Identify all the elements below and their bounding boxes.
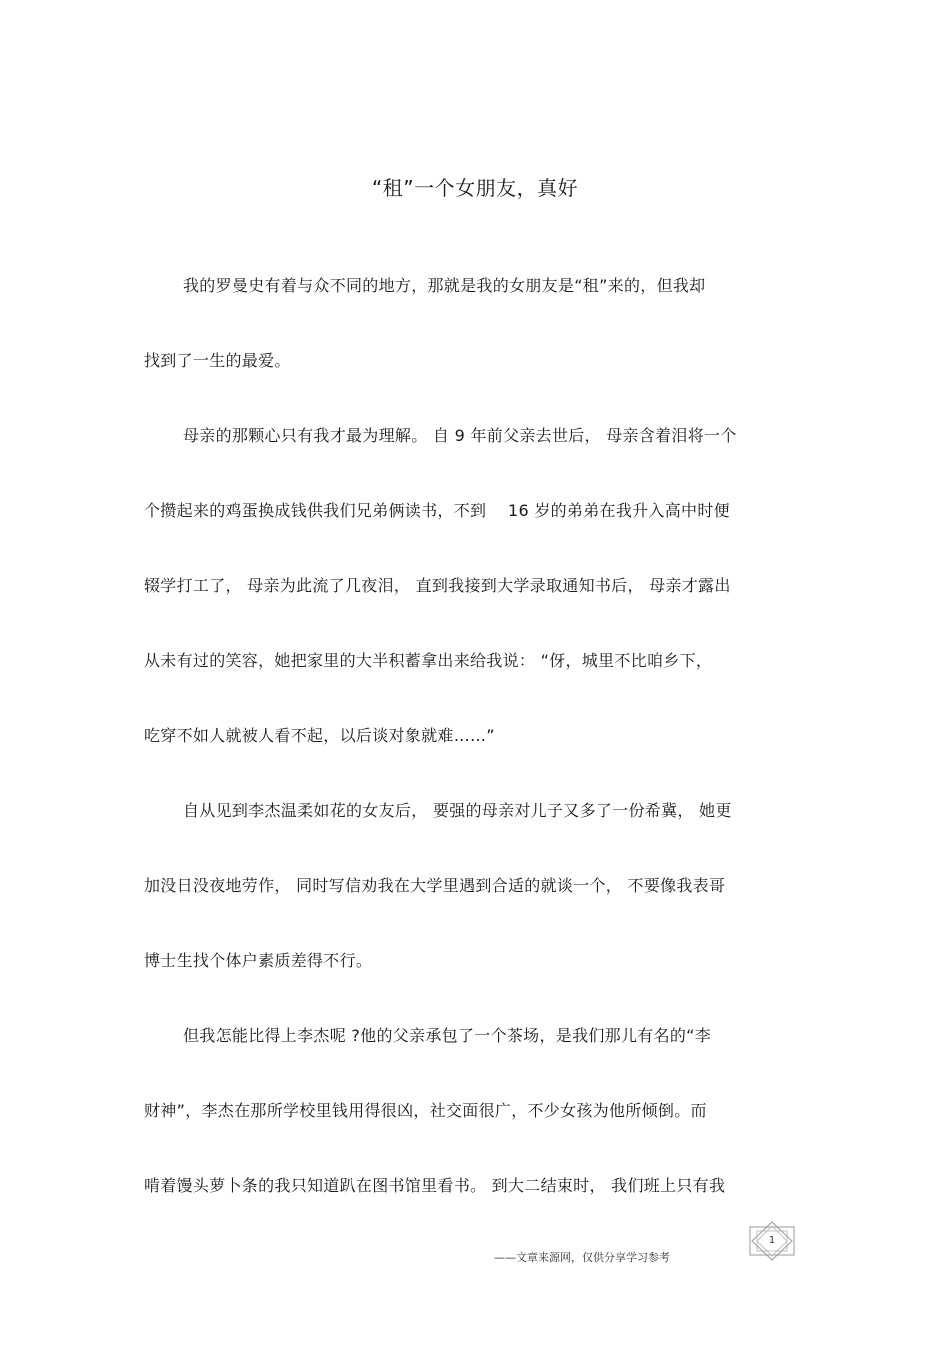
paragraph-1-line-2: 找到了一生的最爱。 bbox=[144, 351, 291, 370]
paragraph-3-line-2: 加没日没夜地劳作， 同时写信劝我在大学里遇到合适的就谈一个， 不要像我表哥 bbox=[144, 876, 726, 895]
paragraph-4-line-3: 啃着馒头萝卜条的我只知道趴在图书馆里看书。 到大二结束时， 我们班上只有我 bbox=[144, 1176, 726, 1195]
paragraph-4-line-2: 财神”，李杰在那所学校里钱用得很凶，社交面很广，不少女孩为他所倾倒。而 bbox=[144, 1101, 707, 1120]
paragraph-3-line-3: 博士生找个体户素质差得不行。 bbox=[144, 951, 373, 970]
page-number: 1 bbox=[768, 1235, 776, 1246]
paragraph-2-line-1: 母亲的那颗心只有我才最为理解。 自 9 年前父亲去世后， 母亲含着泪将一个 bbox=[183, 426, 737, 445]
paragraph-2-line-4: 从未有过的笑容，她把家里的大半积蓄拿出来给我说： “伢，城里不比咱乡下， bbox=[144, 651, 713, 670]
paragraph-4-line-1: 但我怎能比得上李杰呢 ?他的父亲承包了一个茶场，是我们那儿有名的“李 bbox=[183, 1026, 712, 1045]
paragraph-2-line-2: 个攒起来的鸡蛋换成钱供我们兄弟俩读书，不到 16 岁的弟弟在我升入高中时便 bbox=[144, 501, 730, 520]
footer-source-note: ——文章来源网，仅供分享学习参考 bbox=[494, 1251, 670, 1264]
paragraph-3-line-1: 自从见到李杰温柔如花的女友后， 要强的母亲对儿子又多了一份希冀， 她更 bbox=[183, 801, 732, 820]
paragraph-2-line-5: 吃穿不如人就被人看不起，以后谈对象就难……” bbox=[144, 726, 495, 745]
document-title: “租”一个女朋友，真好 bbox=[371, 176, 579, 200]
paragraph-1-line-1: 我的罗曼史有着与众不同的地方，那就是我的女朋友是“租”来的，但我却 bbox=[183, 276, 706, 295]
paragraph-2-line-3: 辍学打工了， 母亲为此流了几夜泪， 直到我接到大学录取通知书后， 母亲才露出 bbox=[144, 576, 731, 595]
